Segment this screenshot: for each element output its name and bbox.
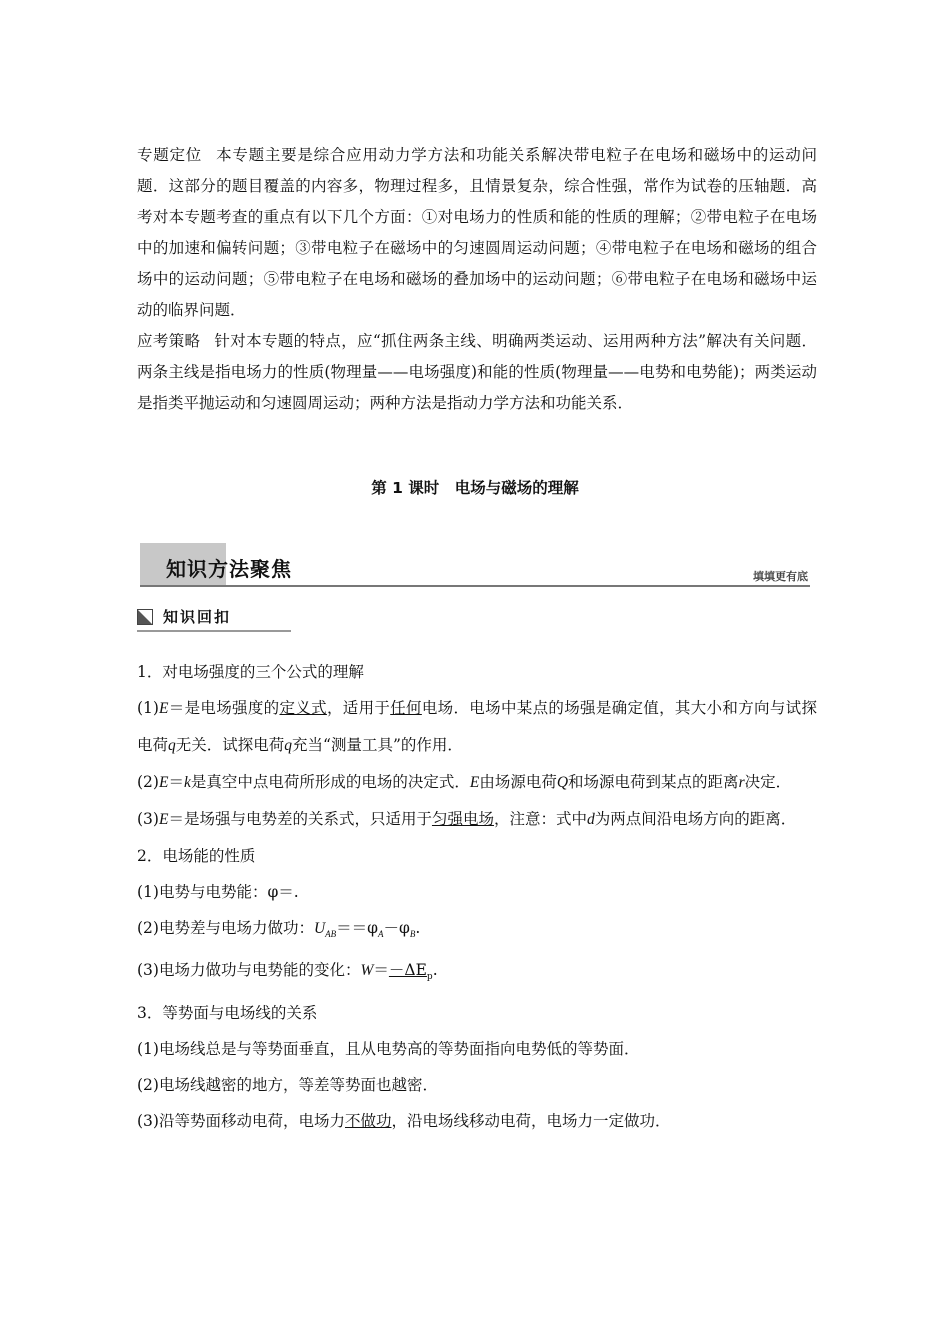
subsection-label: 知识回扣 bbox=[163, 608, 232, 626]
intro-section bbox=[137, 140, 817, 419]
section-1-item-2: (2)E＝k是真空中点电荷所形成的电场的决定式．E由场源电荷Q和场源电荷到某点的距离r决定． bbox=[137, 773, 792, 791]
section-3-item-3: (3)沿等势面移动电荷，电场力不做功，沿电场线移动电荷，电场力一定做功． bbox=[137, 1112, 671, 1131]
section-3-heading: 3．等势面与电场线的关系 bbox=[137, 1004, 318, 1023]
strategy-label: 应考策略 bbox=[137, 332, 201, 350]
section-3-item-1: (1)电场线总是与等势面垂直，且从电势高的等势面指向电势低的等势面． bbox=[137, 1040, 640, 1059]
blank-answer: 不做功 bbox=[344, 1112, 392, 1131]
section-2-item-3: (3)电场力做功与电势能的变化：$W=-\Delta E_p$. bbox=[137, 961, 438, 983]
banner-slogan: 填填更有底 bbox=[753, 570, 808, 583]
blank-answer: 匀强电场 bbox=[431, 810, 494, 828]
section-1-item-1: (1)E＝是电场强度的定义式，适用于任何电场．电场中某点的场强是确定值，其大小和方向与试探电荷q无关．试探电荷q充当“测量工具”的作用． bbox=[137, 699, 817, 754]
banner-rule bbox=[140, 585, 810, 587]
subsection-rule bbox=[137, 630, 291, 632]
section-banner bbox=[140, 543, 810, 587]
section-3-item-2: (2)电场线越密的地方，等差等势面也越密． bbox=[137, 1076, 438, 1095]
blank-answer: 任何 bbox=[390, 699, 422, 717]
blank-answer: $-\Delta E_p$ bbox=[388, 961, 433, 983]
content-body bbox=[137, 654, 817, 1139]
strategy-paragraph bbox=[137, 326, 817, 419]
positioning-label: 专题定位 bbox=[137, 146, 203, 164]
banner-title: 知识方法聚焦 bbox=[166, 557, 292, 581]
diagonal-box-icon bbox=[137, 609, 153, 625]
section-2-item-2: (2)电势差与电场力做功：$U_{AB}==\varphi_A-\varphi_B$. bbox=[137, 919, 421, 940]
section-2-item-1: (1)电势与电势能：φ＝. bbox=[137, 883, 299, 901]
section-1-item-3: (3)E＝是场强与电势差的关系式，只适用于匀强电场，注意：式中d为两点间沿电场方向的距离． bbox=[137, 810, 797, 828]
blank-answer: 定义式 bbox=[279, 699, 327, 717]
subsection-heading bbox=[137, 606, 291, 632]
lesson-title: 第 1 课时 电场与磁场的理解 bbox=[371, 479, 579, 497]
strategy-text: 针对本专题的特点，应“抓住两条主线、明确两类运动、运用两种方法”解决有关问题．两条主线是指电场力的性质(物理量——电场强度)和能的性质(物理量——电势和电势能)；两类运动是指类平抛运动和匀速圆周运动；两种方法是指动力学方法和功能关系． bbox=[137, 332, 817, 412]
section-2-heading: 2．电场能的性质 bbox=[137, 847, 256, 865]
positioning-paragraph bbox=[137, 140, 817, 326]
section-1-heading: 1．对电场强度的三个公式的理解 bbox=[137, 663, 364, 681]
positioning-text: 本专题主要是综合应用动力学方法和功能关系解决带电粒子在电场和磁场中的运动问题．这部分的题目覆盖的内容多，物理过程多，且情景复杂，综合性强，常作为试卷的压轴题．高考对本专题考查的重点有以下几个方面：①对电场力的性质和能的性质的理解；②带电粒子在电场中的加速和偏转问题；③带电粒子在磁场中的匀速圆周运动问题；④带电粒子在电场和磁场的组合场中的运动问题；⑤带电粒子在电场和磁场的叠加场中的运动问题；⑥带电粒子在电场和磁场中运动的临界问题． bbox=[137, 146, 817, 319]
